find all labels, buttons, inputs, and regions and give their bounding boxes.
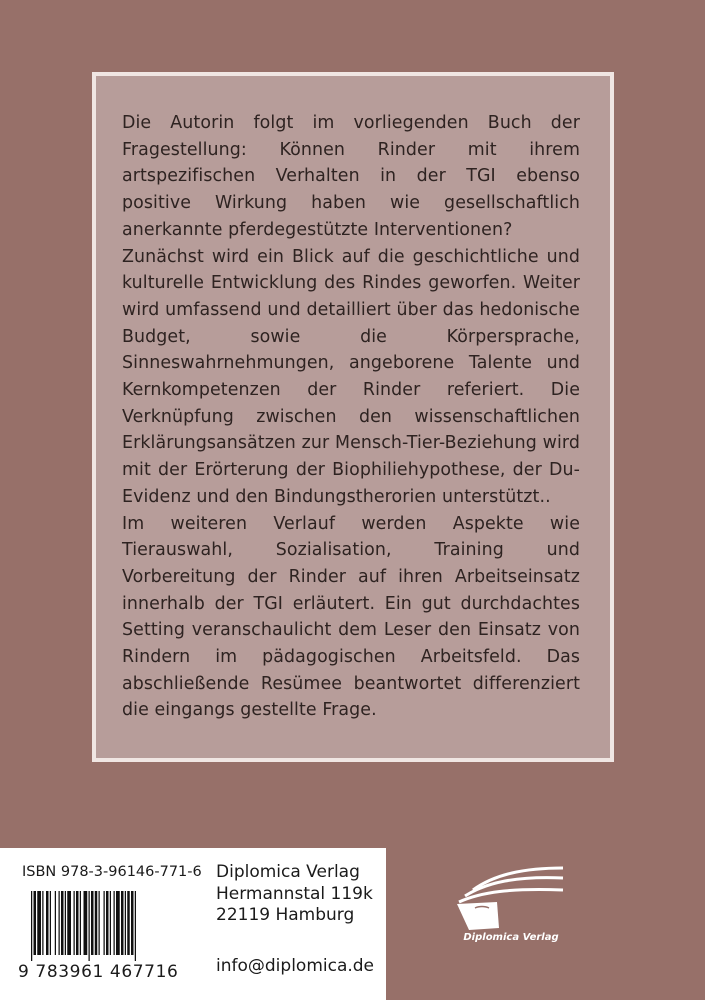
publisher-city: 22119 Hamburg: [216, 905, 355, 925]
barcode-bar: [74, 891, 75, 955]
barcode-bar: [46, 891, 49, 955]
barcode-bar: [104, 891, 105, 955]
blurb-box: [92, 72, 614, 762]
barcode-bar: [34, 891, 37, 955]
barcode-bar: [89, 891, 90, 961]
barcode-bar: [91, 891, 94, 955]
publisher-name: Diplomica Verlag: [216, 862, 360, 882]
barcode-bar: [76, 891, 79, 955]
barcode-bar: [125, 891, 126, 955]
blurb-paragraph-2: Zunächst wird ein Blick auf die geschichtliche und kulturelle Entwicklung des Rindes geworfen. Weiter wird umfassend und detailliert über das hedonische Budget, sowie die Körpersprache, Sinneswahrnehmungen, angeborene Talente und Kernkompetenzen der Rinder referiert. Die Verknüpfung zwischen den wissenschaftlichen Erklärungsansätzen zur Mensch-Tier-Beziehung wird mit der Erörterung der Biophiliehypothese, der Du-Evidenz und den Bindungstherorien unterstützt..: [122, 246, 580, 507]
barcode-bar: [99, 891, 100, 955]
publisher-logo-icon: [451, 862, 571, 932]
barcode-bar: [127, 891, 130, 955]
barcode-bar: [65, 891, 66, 955]
blurb-text: [122, 110, 580, 724]
isbn-label: ISBN 978-3-96146-771-6: [22, 864, 202, 880]
blurb-paragraph-3: Im weiteren Verlauf werden Aspekte wie Tierauswahl, Sozialisation, Training und Vorbereitung der Rinder auf ihren Arbeitseinsatz innerhalb der TGI erläutert. Ein gut durchdachtes Setting veranschaulicht dem Leser den Einsatz von Rindern im pädagogischen Arbeitsfeld. Das abschließende Resümee beantwortet differenziert die eingangs gestellte Frage.: [122, 513, 580, 721]
imprint-panel: [0, 848, 386, 1000]
blurb-paragraph-1: Die Autorin folgt im vorliegenden Buch der Fragestellung: Können Rinder mit ihrem artspezifischen Verhalten in der TGI ebenso positive Wirkung haben wie gesellschaftlich anerkannte pferdegestützte Interventionen?: [122, 113, 580, 240]
barcode-bar: [61, 891, 64, 955]
barcode-bar: [80, 891, 81, 955]
barcode-bar: [110, 891, 111, 955]
barcode-bar: [106, 891, 109, 955]
barcode-bar: [31, 891, 32, 961]
barcode-bar: [59, 891, 60, 955]
publisher-street: Hermannstal 119k: [216, 883, 373, 904]
barcode-bar: [55, 891, 56, 955]
barcode-bar: [116, 891, 120, 955]
publisher-email: info@diplomica.de: [216, 956, 375, 976]
barcode-bar: [131, 891, 134, 955]
barcode-bar: [42, 891, 43, 955]
barcode-bar: [135, 891, 136, 961]
barcode-bar: [114, 891, 115, 955]
barcode-bar: [67, 891, 71, 955]
publisher-logo-text: Diplomica Verlag: [463, 932, 559, 943]
barcode-bar: [84, 891, 88, 955]
publisher-logo: [451, 862, 571, 952]
barcode-bar: [121, 891, 124, 955]
barcode-bar: [37, 891, 41, 955]
barcode-bar: [95, 891, 98, 955]
barcode-bar: [50, 891, 51, 955]
publisher-address: [216, 862, 373, 927]
barcode-digits: 9 783961 467716: [18, 962, 179, 982]
barcode: [31, 891, 177, 961]
